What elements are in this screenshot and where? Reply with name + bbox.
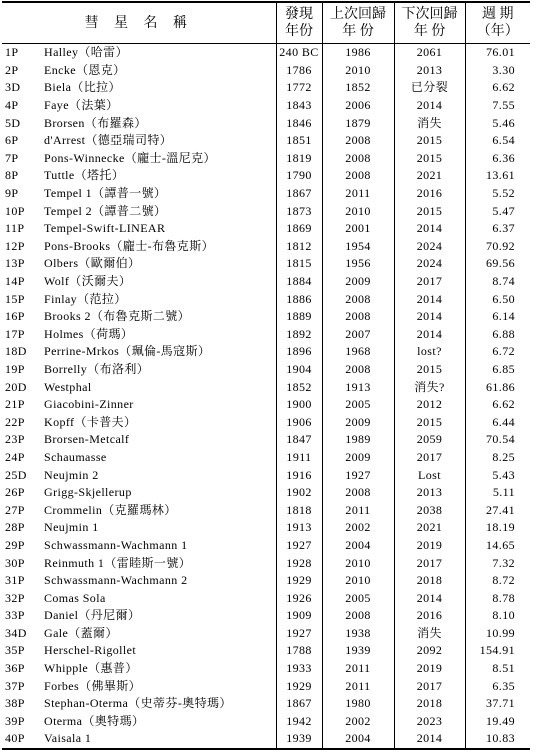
header-line: 上次回歸 [330,7,386,22]
last-return-cell: 2004 [322,730,394,749]
next-return-header [394,2,465,44]
discovery-year-cell: 1852 [276,378,322,396]
last-return-cell: 1956 [322,255,394,273]
period-cell: 6.88 [465,326,530,344]
last-return-cell: 2010 [322,202,394,220]
table-row [2,220,530,238]
comet-name-cell: Borrelly（布洛利） [44,361,150,376]
table-header [2,2,530,44]
comet-id-cell: 11P [5,221,25,236]
table-row [2,238,530,256]
next-return-cell: 2014 [394,97,465,115]
next-return-cell: 已分裂 [394,79,465,97]
last-return-cell: 2011 [322,677,394,695]
comet-id-cell: 35P [5,643,25,658]
table-row [2,589,530,607]
table-row [2,255,530,273]
comet-name-cell: Oterma（奧特瑪） [44,713,145,728]
discovery-year-cell: 1942 [276,713,322,731]
next-return-cell: 2019 [394,537,465,555]
table-row [2,413,530,431]
last-return-cell: 2011 [322,501,394,519]
comet-id-cell: 25D [5,467,27,482]
comet-name-cell: Crommelin（克羅瑪林） [44,502,177,517]
next-return-cell: 2017 [394,677,465,695]
comet-id-cell: 3D [5,80,21,95]
last-return-cell: 1913 [322,378,394,396]
last-return-cell: 2009 [322,413,394,431]
period-cell: 10.99 [465,625,530,643]
next-return-cell: 2019 [394,660,465,678]
discovery-year-cell: 1902 [276,484,322,502]
header-line: 下次回歸 [401,7,458,22]
discovery-year-cell: 1892 [276,326,322,344]
comet-id-cell: 34D [5,625,27,640]
last-return-cell: 1939 [322,642,394,660]
table-row [2,519,530,537]
comet-name-cell: Neujmin 1 [44,520,99,535]
table-row [2,537,530,555]
last-return-cell: 2008 [322,607,394,625]
next-return-cell: 2016 [394,185,465,203]
next-return-cell: 2023 [394,713,465,731]
discovery-year-cell: 1939 [276,730,322,749]
period-cell: 18.19 [465,519,530,537]
discovery-year-cell: 1818 [276,501,322,519]
last-return-cell: 2008 [322,308,394,326]
header-line: （年） [476,24,519,39]
discovery-year-cell: 1906 [276,413,322,431]
comet-id-cell: 7P [5,150,19,165]
table-row [2,79,530,97]
discovery-year-cell: 1846 [276,114,322,132]
next-return-cell: 2015 [394,132,465,150]
next-return-cell: 2018 [394,572,465,590]
header-line: 年 份 [413,24,446,39]
comet-id-cell: 21P [5,397,25,412]
comet-name-cell: Tempel 2（譚普二號） [44,203,167,218]
last-return-cell: 2011 [322,660,394,678]
table-row [2,361,530,379]
next-return-cell: 2015 [394,413,465,431]
header-line: 年份 [285,24,313,39]
period-cell: 7.32 [465,554,530,572]
period-cell: 6.44 [465,413,530,431]
table-row [2,607,530,625]
next-return-cell: 2015 [394,202,465,220]
last-return-cell: 2008 [322,361,394,379]
next-return-cell: 2092 [394,642,465,660]
next-return-cell: 2017 [394,273,465,291]
next-return-cell: 2014 [394,308,465,326]
discovery-year-cell: 240 BC [276,44,322,62]
comet-name-cell: Wolf（沃爾夫） [44,274,132,289]
comet-id-cell: 27P [5,502,25,517]
discovery-year-cell: 1851 [276,132,322,150]
comet-name-cell: Perrine-Mrkos（珮倫-馬寇斯） [44,344,211,359]
discovery-year-cell: 1933 [276,660,322,678]
period-cell: 6.85 [465,361,530,379]
last-return-cell: 1852 [322,79,394,97]
discovery-year-cell: 1847 [276,431,322,449]
discovery-year-cell: 1929 [276,677,322,695]
next-return-cell: 2015 [394,361,465,379]
comet-id-cell: 40P [5,731,25,746]
comet-id-cell: 28P [5,520,25,535]
comet-id-cell: 5D [5,115,21,130]
comet-id-cell: 19P [5,361,25,376]
comet-name-cell: Brorsen（布羅森） [44,115,147,130]
comet-name-cell: Olbers（歐爾伯） [44,256,141,271]
next-return-cell: lost? [394,343,465,361]
next-return-cell: 消失 [394,114,465,132]
comet-name-cell: Pons-Brooks（龐士-布魯克斯） [44,238,215,253]
comet-id-cell: 37P [5,678,25,693]
comet-name-cell: Faye（法葉） [44,98,119,113]
last-return-cell: 2006 [322,97,394,115]
comet-name-cell: Finlay（范拉） [44,291,127,306]
last-return-cell: 1968 [322,343,394,361]
next-return-cell: 2014 [394,220,465,238]
comet-id-cell: 6P [5,133,19,148]
table-row [2,431,530,449]
comet-id-cell: 17P [5,326,25,341]
last-return-cell: 1927 [322,466,394,484]
period-cell: 6.62 [465,79,530,97]
last-return-cell: 2011 [322,185,394,203]
next-return-cell: 2013 [394,484,465,502]
discovery-year-cell: 1928 [276,554,322,572]
table-row [2,44,530,62]
comet-name-cell: Daniel（丹尼爾） [44,608,141,623]
discovery-year-cell: 1867 [276,185,322,203]
comet-name-cell: Comas Sola [44,590,106,605]
comet-name-cell: Grigg-Skjellerup [44,485,132,500]
period-cell: 5.43 [465,466,530,484]
table-row [2,273,530,291]
discovery-year-cell: 1812 [276,238,322,256]
discovery-year-cell: 1911 [276,449,322,467]
next-return-cell: 消失? [394,378,465,396]
comet-id-cell: 33P [5,608,25,623]
next-return-cell: 2014 [394,290,465,308]
next-return-cell: 2014 [394,326,465,344]
next-return-cell: 2017 [394,554,465,572]
period-cell: 37.71 [465,695,530,713]
period-cell: 3.30 [465,62,530,80]
comet-name-header: 彗 星 名 稱 [2,2,276,44]
period-cell: 7.55 [465,97,530,115]
period-cell: 154.91 [465,642,530,660]
discovery-year-cell: 1889 [276,308,322,326]
comet-name-cell: Schwassmann-Wachmann 2 [44,573,188,588]
comet-name-cell: Brooks 2（布魯克斯二號） [44,309,191,324]
last-return-cell: 2004 [322,537,394,555]
table-row [2,308,530,326]
table-row [2,660,530,678]
next-return-cell: 2021 [394,167,465,185]
period-cell: 6.35 [465,677,530,695]
period-cell: 6.72 [465,343,530,361]
comet-id-cell: 29P [5,537,25,552]
period-cell: 5.52 [465,185,530,203]
header-line: 發現 [285,7,313,22]
table-row [2,572,530,590]
period-cell: 69.56 [465,255,530,273]
last-return-cell: 2005 [322,396,394,414]
next-return-cell: 消失 [394,625,465,643]
comet-id-cell: 22P [5,414,25,429]
table-row [2,378,530,396]
comet-name-cell: Reinmuth 1（雷睦斯一號） [44,555,192,570]
period-cell: 6.37 [465,220,530,238]
comet-id-cell: 10P [5,203,25,218]
next-return-cell: 2024 [394,238,465,256]
next-return-cell: Lost [394,466,465,484]
comet-name-cell: Schaumasse [44,449,107,464]
period-header [465,2,530,44]
comet-id-cell: 14P [5,274,25,289]
discovery-year-cell: 1788 [276,642,322,660]
period-cell: 8.74 [465,273,530,291]
comet-name-cell: Forbes（佛畢斯） [44,678,142,693]
comet-id-cell: 8P [5,168,19,183]
table-row [2,554,530,572]
comet-id-cell: 26P [5,485,25,500]
period-cell: 70.54 [465,431,530,449]
comet-id-cell: 20D [5,379,27,394]
table-row [2,62,530,80]
last-return-cell: 2005 [322,589,394,607]
last-return-cell: 2008 [322,132,394,150]
comet-name-cell: Herschel-Rigollet [44,643,137,658]
table-row [2,449,530,467]
next-return-cell: 2013 [394,62,465,80]
header-line: 週 期 [482,7,514,22]
comet-name-cell: Westphal [44,379,92,394]
period-cell: 5.47 [465,202,530,220]
next-return-cell: 2024 [394,255,465,273]
next-return-cell: 2012 [394,396,465,414]
comet-table [2,1,530,750]
period-cell: 6.50 [465,290,530,308]
comet-name-cell: Kopff（卡普夫） [44,414,137,429]
header-row [2,2,530,44]
period-cell: 13.61 [465,167,530,185]
next-return-cell: 2038 [394,501,465,519]
table-row [2,642,530,660]
table-row [2,97,530,115]
comet-name-cell: Schwassmann-Wachmann 1 [44,537,188,552]
discovery-year-header [276,2,322,44]
last-return-cell: 2010 [322,572,394,590]
period-cell: 8.10 [465,607,530,625]
discovery-year-cell: 1916 [276,466,322,484]
comet-id-cell: 12P [5,238,25,253]
last-return-cell: 1980 [322,695,394,713]
table-row [2,290,530,308]
comet-id-cell: 30P [5,555,25,570]
last-return-cell: 1938 [322,625,394,643]
period-cell: 6.14 [465,308,530,326]
discovery-year-cell: 1790 [276,167,322,185]
period-cell: 27.41 [465,501,530,519]
table-row [2,625,530,643]
next-return-cell: 2017 [394,449,465,467]
discovery-year-cell: 1904 [276,361,322,379]
next-return-cell: 2059 [394,431,465,449]
last-return-cell: 1986 [322,44,394,62]
period-cell: 76.01 [465,44,530,62]
discovery-year-cell: 1909 [276,607,322,625]
comet-name-cell: Tempel 1（譚普一號） [44,186,167,201]
period-cell: 5.11 [465,484,530,502]
discovery-year-cell: 1819 [276,150,322,168]
comet-name-cell: Tempel-Swift-LINEAR [44,221,166,236]
period-cell: 6.62 [465,396,530,414]
period-cell: 8.72 [465,572,530,590]
comet-id-cell: 39P [5,713,25,728]
last-return-cell: 2008 [322,150,394,168]
comet-name-cell: Halley（哈雷） [44,45,128,60]
table-row [2,501,530,519]
comet-id-cell: 2P [5,62,19,77]
table-row [2,150,530,168]
period-cell: 14.65 [465,537,530,555]
comet-id-cell: 18D [5,344,27,359]
comet-name-cell: Whipple（惠普） [44,661,138,676]
period-cell: 19.49 [465,713,530,731]
comet-id-cell: 15P [5,291,25,306]
discovery-year-cell: 1772 [276,79,322,97]
last-return-cell: 2009 [322,273,394,291]
comet-id-cell: 13P [5,256,25,271]
last-return-cell: 2008 [322,167,394,185]
comet-id-cell: 24P [5,449,25,464]
period-cell: 61.86 [465,378,530,396]
comet-name-cell: Holmes（荷瑪） [44,326,134,341]
table-row [2,396,530,414]
comet-id-cell: 1P [5,45,19,60]
table-row [2,132,530,150]
last-return-cell: 1989 [322,431,394,449]
last-return-header [322,2,394,44]
table-row [2,677,530,695]
last-return-cell: 2009 [322,449,394,467]
table-row [2,185,530,203]
comet-id-cell: 31P [5,573,25,588]
table-body [2,44,530,749]
period-cell: 5.46 [465,114,530,132]
comet-id-cell: 9P [5,186,19,201]
comet-id-cell: 4P [5,98,19,113]
comet-name-cell: Vaisala 1 [44,731,92,746]
header-line: 年 份 [342,24,374,39]
comet-id-cell: 16P [5,309,25,324]
last-return-cell: 2010 [322,62,394,80]
comet-name-cell: Tuttle（塔托） [44,168,125,183]
last-return-cell: 2008 [322,484,394,502]
discovery-year-cell: 1900 [276,396,322,414]
period-cell: 70.92 [465,238,530,256]
last-return-cell: 1879 [322,114,394,132]
next-return-cell: 2018 [394,695,465,713]
discovery-year-cell: 1867 [276,695,322,713]
comet-name-cell: Pons-Winnecke（龐士-溫尼克） [44,150,216,165]
discovery-year-cell: 1929 [276,572,322,590]
next-return-cell: 2014 [394,730,465,749]
discovery-year-cell: 1815 [276,255,322,273]
discovery-year-cell: 1843 [276,97,322,115]
comet-id-cell: 23P [5,432,25,447]
comet-id-cell: 32P [5,590,25,605]
discovery-year-cell: 1927 [276,537,322,555]
comet-name-cell: Neujmin 2 [44,467,99,482]
comet-name-cell: Encke（恩克） [44,62,126,77]
last-return-cell: 2002 [322,713,394,731]
period-cell: 8.78 [465,589,530,607]
table-row [2,202,530,220]
period-cell: 6.36 [465,150,530,168]
comet-id-cell: 38P [5,696,25,711]
period-cell: 8.51 [465,660,530,678]
comet-id-cell: 36P [5,661,25,676]
next-return-cell: 2021 [394,519,465,537]
comet-name-cell: Stephan-Oterma（史蒂芬-奧特瑪） [44,696,232,711]
table-row [2,695,530,713]
table-row [2,167,530,185]
table-row [2,730,530,749]
table-row [2,466,530,484]
discovery-year-cell: 1927 [276,625,322,643]
discovery-year-cell: 1869 [276,220,322,238]
comet-name-cell: Biela（比拉） [44,80,121,95]
discovery-year-cell: 1896 [276,343,322,361]
comet-name-cell: Giacobini-Zinner [44,397,134,412]
last-return-cell: 2001 [322,220,394,238]
discovery-year-cell: 1926 [276,589,322,607]
table-row [2,114,530,132]
discovery-year-cell: 1786 [276,62,322,80]
last-return-cell: 2007 [322,326,394,344]
discovery-year-cell: 1913 [276,519,322,537]
next-return-cell: 2015 [394,150,465,168]
comet-name-cell: Gale（蓋爾） [44,625,118,640]
discovery-year-cell: 1884 [276,273,322,291]
next-return-cell: 2014 [394,589,465,607]
period-cell: 8.25 [465,449,530,467]
period-cell: 10.83 [465,730,530,749]
discovery-year-cell: 1873 [276,202,322,220]
comet-name-cell: Brorsen-Metcalf [44,432,130,447]
last-return-cell: 2010 [322,554,394,572]
comet-name-cell: d'Arrest（德亞瑞司特） [44,133,173,148]
last-return-cell: 2002 [322,519,394,537]
period-cell: 6.54 [465,132,530,150]
next-return-cell: 2016 [394,607,465,625]
last-return-cell: 1954 [322,238,394,256]
discovery-year-cell: 1886 [276,290,322,308]
last-return-cell: 2008 [322,290,394,308]
table-row [2,326,530,344]
next-return-cell: 2061 [394,44,465,62]
table-row [2,484,530,502]
table-row [2,713,530,731]
table-row [2,343,530,361]
